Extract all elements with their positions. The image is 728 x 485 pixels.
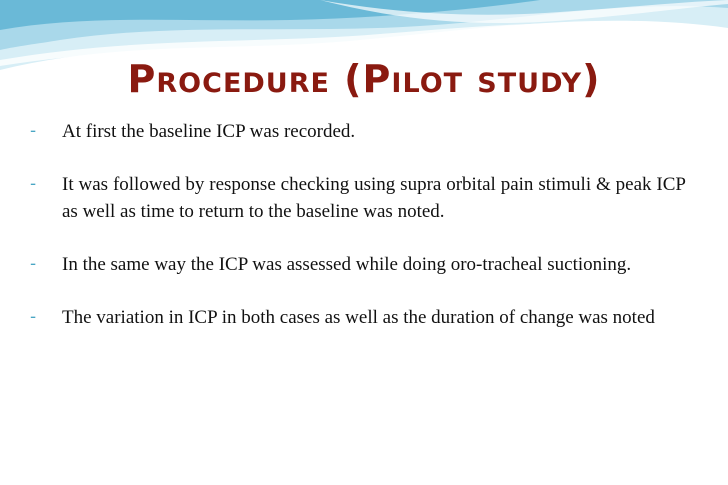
bullet-text: In the same way the ICP was assessed while doing oro-tracheal suctioning. [62, 254, 632, 275]
bullet-list [30, 118, 686, 357]
bullet-item [30, 304, 686, 331]
bullet-dash-icon: - [30, 174, 37, 194]
bullet-text: The variation in ICP in both cases as well as the duration of change was noted [62, 307, 655, 328]
bullet-dash-icon: - [30, 254, 37, 274]
bullet-item [30, 171, 686, 225]
bullet-dash-icon: - [30, 121, 37, 141]
bullet-text: At first the baseline ICP was recorded. [62, 121, 356, 142]
slide-title: Procedure (Pilot study) [127, 57, 601, 101]
bullet-item [30, 251, 686, 278]
bullet-item [30, 118, 686, 145]
bullet-text: It was followed by response checking using supra orbital pain stimuli & peak ICP as well as time to return to the baseline was noted. [62, 174, 686, 222]
bullet-dash-icon: - [30, 307, 37, 327]
